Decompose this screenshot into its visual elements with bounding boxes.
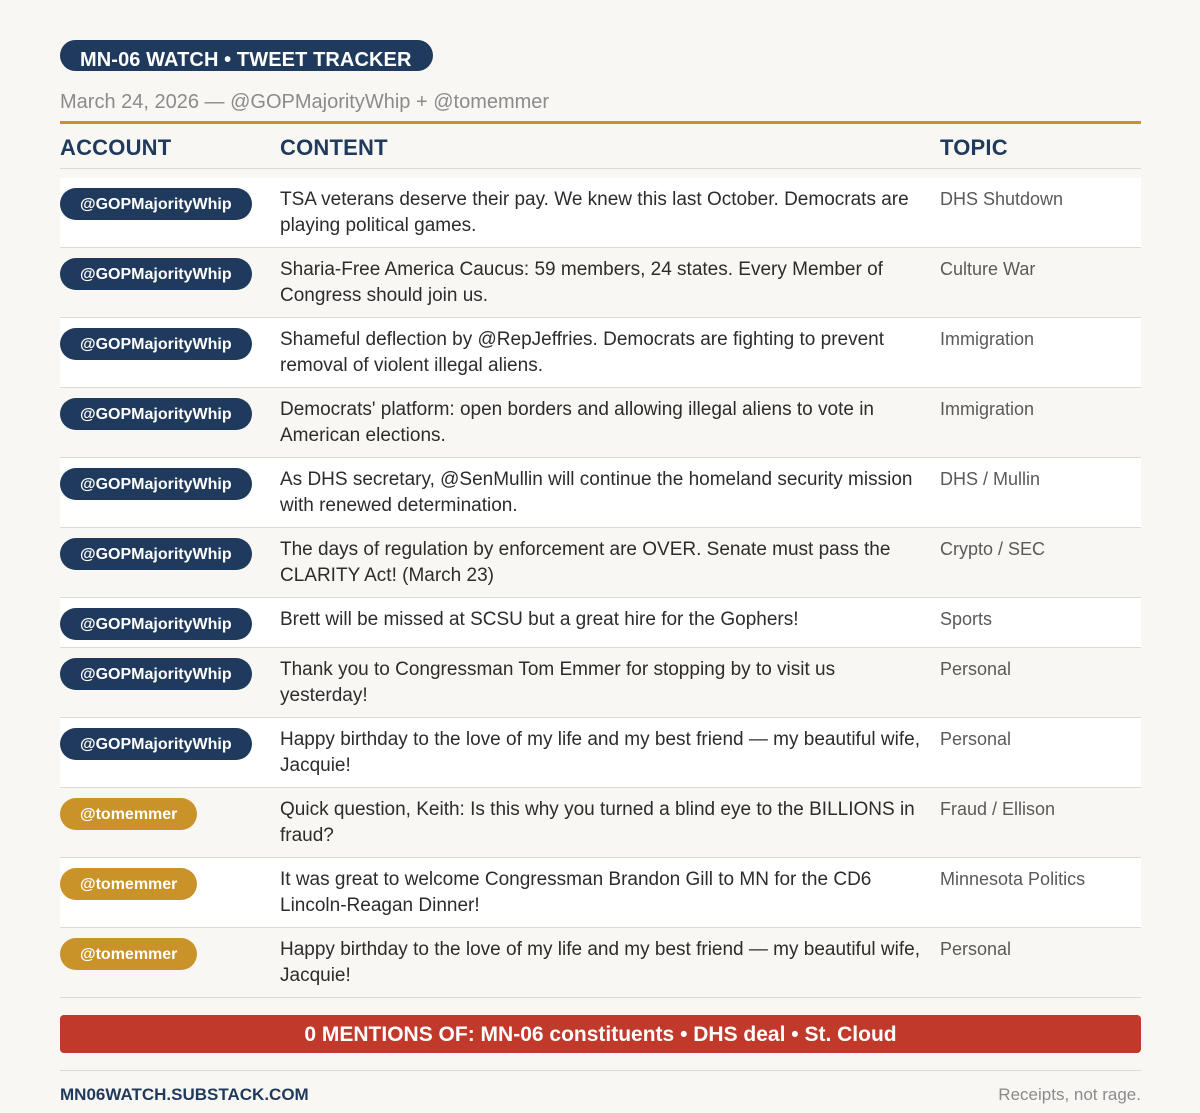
table-row	[60, 648, 1141, 718]
tweet-line: Happy birthday to the love of my life and my best friend — my beautiful wife,	[280, 729, 920, 750]
tweet-content	[280, 858, 940, 927]
tweet-line: American elections.	[280, 425, 446, 446]
column-header-account: ACCOUNT	[60, 135, 172, 160]
tweet-line: Jacquie!	[280, 755, 351, 776]
tweet-content	[280, 718, 940, 787]
account-badge: @GOPMajorityWhip	[60, 258, 252, 290]
tweet-content	[280, 318, 940, 387]
tweet-content	[280, 528, 940, 597]
page-subtitle: March 24, 2026 — @GOPMajorityWhip + @tomemmer	[60, 91, 550, 113]
table-row	[60, 318, 1141, 388]
footer-divider	[60, 1070, 1141, 1071]
account-badge: @GOPMajorityWhip	[60, 188, 252, 220]
topic-label: Minnesota Politics	[940, 869, 1086, 889]
tweet-content	[280, 248, 940, 317]
topic-label: Personal	[940, 939, 1012, 959]
topic-label: Personal	[940, 659, 1012, 679]
tweet-line: Democrats' platform: open borders and allowing illegal aliens to vote in	[280, 399, 875, 420]
tweet-line: Happy birthday to the love of my life and my best friend — my beautiful wife,	[280, 939, 920, 960]
topic-label: DHS / Mullin	[940, 469, 1041, 489]
topic-label: Sports	[940, 609, 993, 629]
tweet-content	[280, 598, 940, 647]
topic-label: Immigration	[940, 399, 1035, 419]
footer	[60, 1085, 1141, 1105]
tweet-line: Sharia-Free America Caucus: 59 members, 24 states. Every Member of	[280, 259, 883, 280]
tweet-line: with renewed determination.	[280, 495, 518, 516]
tweet-line: Lincoln-Reagan Dinner!	[280, 895, 480, 916]
table-row	[60, 928, 1141, 998]
table-row	[60, 598, 1141, 648]
topic-label: Fraud / Ellison	[940, 799, 1056, 819]
account-badge: @GOPMajorityWhip	[60, 328, 252, 360]
table-row	[60, 388, 1141, 458]
account-badge: @GOPMajorityWhip	[60, 538, 252, 570]
tweet-line: Jacquie!	[280, 965, 351, 986]
column-header-content: CONTENT	[280, 135, 388, 160]
tweet-line: Brett will be missed at SCSU but a great hire for the Gophers!	[280, 609, 799, 630]
tweet-line: It was great to welcome Congressman Brandon Gill to MN for the CD6	[280, 869, 872, 890]
page-banner: MN-06 WATCH • TWEET TRACKER	[60, 40, 433, 71]
tweet-content	[280, 648, 940, 717]
account-badge: @tomemmer	[60, 798, 197, 830]
tweet-line: Thank you to Congressman Tom Emmer for stopping by to visit us	[280, 659, 836, 680]
account-badge: @tomemmer	[60, 938, 197, 970]
account-badge: @GOPMajorityWhip	[60, 728, 252, 760]
footer-tagline: Receipts, not rage.	[998, 1085, 1141, 1104]
tweet-content	[280, 388, 940, 457]
account-badge: @GOPMajorityWhip	[60, 468, 252, 500]
account-badge: @GOPMajorityWhip	[60, 398, 252, 430]
tweet-content	[280, 178, 940, 247]
table-row	[60, 528, 1141, 598]
topic-label: Culture War	[940, 259, 1036, 279]
table-row	[60, 788, 1141, 858]
tweet-line: The days of regulation by enforcement are OVER. Senate must pass the	[280, 539, 891, 560]
table-row	[60, 178, 1141, 248]
mentions-alert-bar: 0 MENTIONS OF: MN-06 constituents • DHS deal • St. Cloud	[60, 1015, 1141, 1053]
column-header-topic: TOPIC	[940, 135, 1008, 160]
table-row	[60, 718, 1141, 788]
table-row	[60, 248, 1141, 318]
account-badge: @GOPMajorityWhip	[60, 608, 252, 640]
tweet-content	[280, 788, 940, 857]
tweet-content	[280, 928, 940, 997]
topic-label: Immigration	[940, 329, 1035, 349]
tweet-line: removal of violent illegal aliens.	[280, 355, 543, 376]
tweet-line: yesterday!	[280, 685, 368, 706]
tweet-content	[280, 458, 940, 527]
tweet-line: CLARITY Act! (March 23)	[280, 565, 494, 586]
topic-label: Personal	[940, 729, 1012, 749]
tweet-table	[60, 178, 1141, 998]
tweet-line: Quick question, Keith: Is this why you turned a blind eye to the BILLIONS in	[280, 799, 915, 820]
table-row	[60, 858, 1141, 928]
tracker-page	[60, 40, 1141, 1105]
tweet-line: As DHS secretary, @SenMullin will continue the homeland security mission	[280, 469, 913, 490]
account-badge: @GOPMajorityWhip	[60, 658, 252, 690]
tweet-line: TSA veterans deserve their pay. We knew this last October. Democrats are	[280, 189, 909, 210]
footer-site: MN06WATCH.SUBSTACK.COM	[60, 1085, 309, 1104]
tweet-line: fraud?	[280, 825, 334, 846]
tweet-line: playing political games.	[280, 215, 477, 236]
account-badge: @tomemmer	[60, 868, 197, 900]
table-row	[60, 458, 1141, 528]
tweet-line: Congress should join us.	[280, 285, 489, 306]
table-header	[60, 124, 1141, 169]
tweet-line: Shameful deflection by @RepJeffries. Democrats are fighting to prevent	[280, 329, 885, 350]
topic-label: DHS Shutdown	[940, 189, 1064, 209]
topic-label: Crypto / SEC	[940, 539, 1046, 559]
